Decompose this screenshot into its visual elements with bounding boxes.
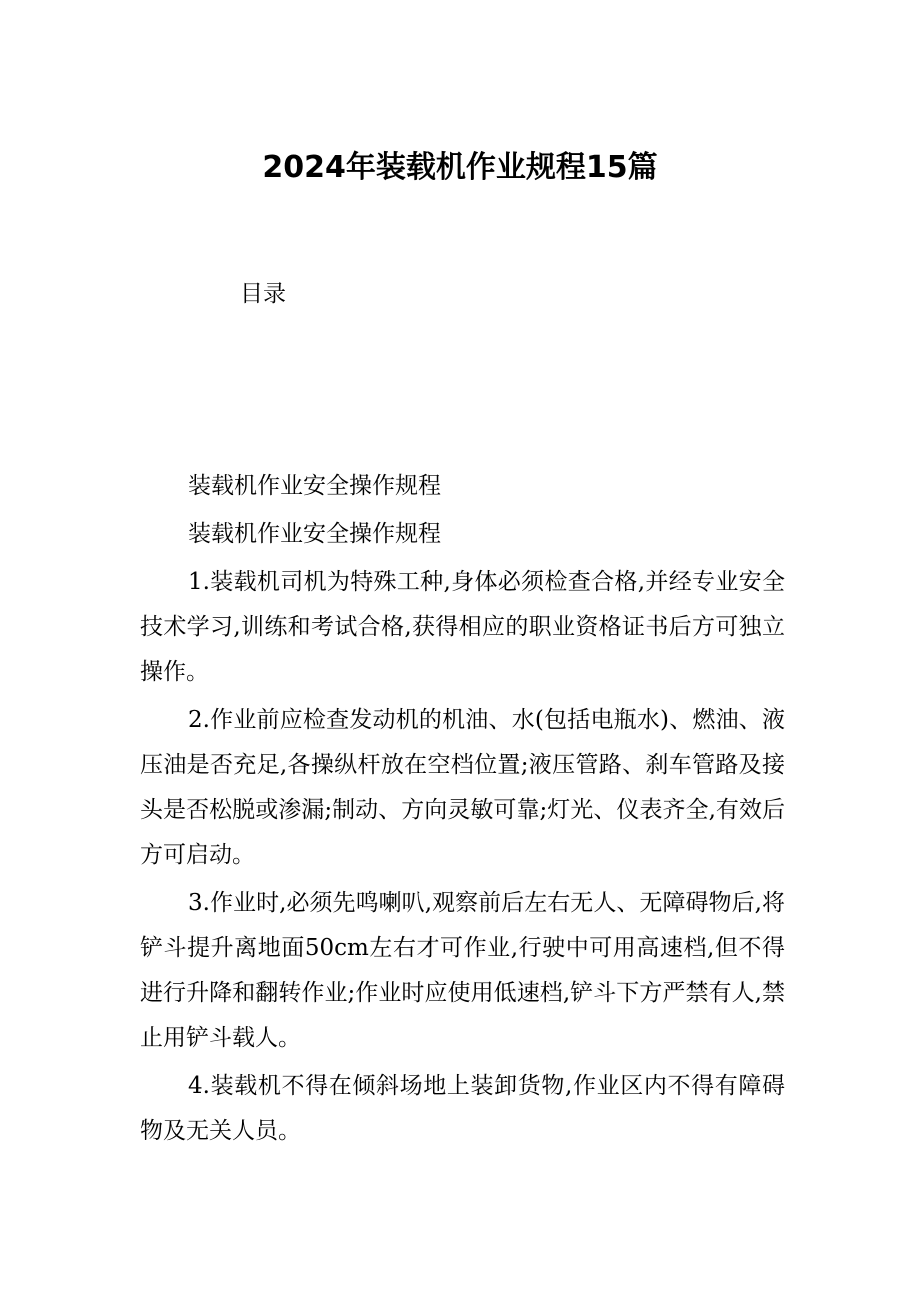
section-subheading: 装载机作业安全操作规程 xyxy=(188,521,441,547)
document-title: 2024年装载机作业规程15篇 xyxy=(262,150,658,185)
table-of-contents-label: 目录 xyxy=(240,281,286,307)
document-body xyxy=(140,464,785,1157)
rule-paragraph-3: 3.作业时,必须先鸣喇叭,观察前后左右无人、无障碍物后,将铲斗提升离地面50cm左右才可作业,行驶中可用高速档,但不得进行升降和翻转作业;作业时应使用低速档,铲斗下方严禁有人,禁止用铲斗载人。 xyxy=(140,890,785,1051)
section-heading: 装载机作业安全操作规程 xyxy=(188,473,441,499)
rule-paragraph-2: 2.作业前应检查发动机的机油、水(包括电瓶水)、燃油、液压油是否充足,各操纵杆放在空档位置;液压管路、刹车管路及接头是否松脱或渗漏;制动、方向灵敏可靠;灯光、仪表齐全,有效后方可启动。 xyxy=(140,707,785,868)
rule-paragraph-4: 4.装载机不得在倾斜场地上装卸货物,作业区内不得有障碍物及无关人员。 xyxy=(140,1073,785,1144)
rule-paragraph-1: 1.装载机司机为特殊工种,身体必须检查合格,并经专业安全技术学习,训练和考试合格,获得相应的职业资格证书后方可独立操作。 xyxy=(140,569,785,685)
